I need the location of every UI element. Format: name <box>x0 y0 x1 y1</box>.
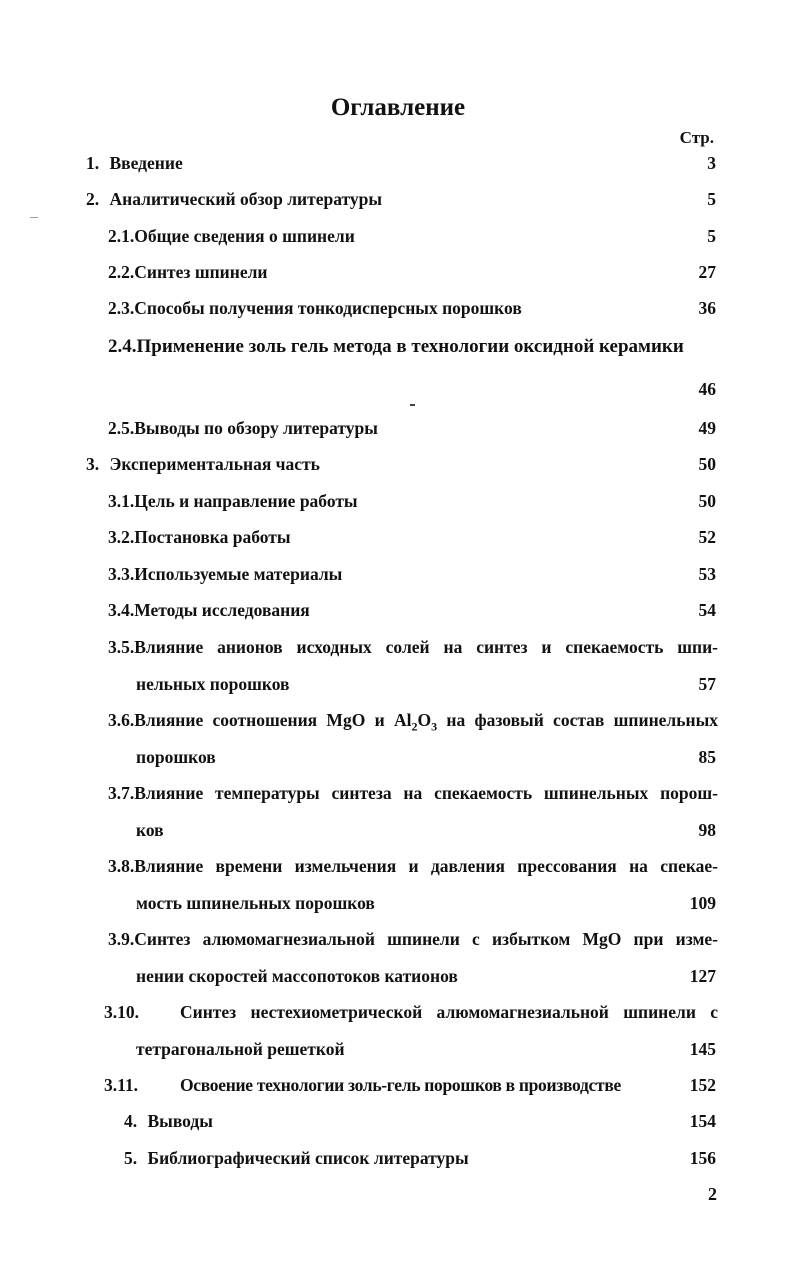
toc-number: 3.8. <box>108 856 135 876</box>
toc-page: 152 <box>689 1075 716 1095</box>
toc-number: 4. <box>124 1111 138 1131</box>
toc-text: Общие сведения о шпинели <box>134 226 355 246</box>
toc-entry <box>86 152 183 174</box>
toc-text: Используемые материалы <box>134 564 343 584</box>
scan-speck <box>30 217 38 218</box>
toc-text: Влияние времени измельчения и давления прессования на спекае- <box>134 856 718 876</box>
toc-entry-continuation: нельных порошков <box>136 674 290 694</box>
toc-entry <box>108 297 522 319</box>
toc-page: 154 <box>689 1111 716 1131</box>
toc-entry-continuation: ков <box>136 820 164 840</box>
toc-entry <box>108 336 684 358</box>
toc-text: Аналитический обзор литературы <box>109 189 383 209</box>
toc-entry-continuation: мость шпинельных порошков <box>136 893 375 913</box>
toc-number: 3.2. <box>108 527 135 547</box>
toc-text: Методы исследования <box>134 600 310 620</box>
toc-text: Экспериментальная часть <box>109 454 320 474</box>
toc-number: 3.3. <box>108 564 135 584</box>
toc-text: Способы получения тонкодисперсных порошков <box>134 298 522 318</box>
toc-entry <box>108 709 718 738</box>
toc-entry <box>108 417 378 439</box>
toc-page: 5 <box>707 189 716 209</box>
toc-text: Влияние температуры синтеза на спекаемость шпинельных порош- <box>134 783 718 803</box>
toc-page: 36 <box>698 298 716 318</box>
toc-page: 156 <box>689 1148 716 1168</box>
toc-number: 3.11. <box>104 1075 139 1095</box>
toc-entry <box>108 636 718 658</box>
toc-number: 2.1. <box>108 226 135 246</box>
toc-entry <box>108 526 291 548</box>
toc-entry <box>86 453 320 475</box>
page-column-label: Стр. <box>679 128 714 147</box>
toc-text: Выводы по обзору литературы <box>134 418 378 438</box>
toc-number: 3.6. <box>108 710 135 730</box>
toc-entry <box>86 188 382 210</box>
toc-entry <box>108 782 718 804</box>
toc-text: Освоение технологии золь-гель порошков в производстве <box>180 1075 621 1095</box>
toc-text: Цель и направление работы <box>134 491 358 511</box>
toc-number: 2.3. <box>108 298 135 318</box>
scan-mark <box>410 404 415 406</box>
toc-entry <box>124 1147 469 1169</box>
toc-entry <box>108 225 355 247</box>
toc-page: 57 <box>698 674 716 694</box>
toc-page: 85 <box>698 747 716 767</box>
toc-page: 52 <box>698 527 716 547</box>
toc-entry <box>108 928 718 950</box>
toc-page: 49 <box>698 418 716 438</box>
toc-number: 5. <box>124 1148 138 1168</box>
toc-text: Библиографический список литературы <box>147 1148 469 1168</box>
toc-number: 2.5. <box>108 418 135 438</box>
toc-entry-continuation: нении скоростей массопотоков катионов <box>136 966 458 986</box>
toc-number: 3. <box>86 454 100 474</box>
toc-page: 109 <box>689 893 716 913</box>
page-title: Оглавление <box>330 94 466 121</box>
toc-text: Синтез нестехиометрической алюмомагнезиальной шпинели с <box>180 1002 718 1022</box>
toc-number: 2. <box>86 189 100 209</box>
toc-page: 50 <box>698 491 716 511</box>
toc-entry <box>108 855 718 877</box>
toc-page: 5 <box>707 226 716 246</box>
toc-page: 98 <box>698 820 716 840</box>
toc-page: 53 <box>698 564 716 584</box>
toc-entry <box>124 1110 213 1132</box>
toc-text: Синтез алюмомагнезиальной шпинели с избытком MgO при изме- <box>134 929 718 949</box>
toc-entry <box>108 599 310 621</box>
toc-number: 3.5. <box>108 637 135 657</box>
toc-text: Синтез шпинели <box>134 262 268 282</box>
toc-text: Влияние анионов исходных солей на синтез и спекаемость шпи- <box>134 637 718 657</box>
toc-number: 3.9. <box>108 929 135 949</box>
toc-number: 1. <box>86 153 100 173</box>
toc-entry-continuation: тетрагональной решеткой <box>136 1039 345 1059</box>
toc-page: 54 <box>698 600 716 620</box>
toc-page: 46 <box>698 379 716 399</box>
toc-number: 3.10. <box>104 1002 139 1022</box>
toc-page: 50 <box>698 454 716 474</box>
toc-page: 145 <box>689 1039 716 1059</box>
toc-page: 127 <box>689 966 716 986</box>
toc-number: 3.7. <box>108 783 135 803</box>
toc-text: Выводы <box>147 1111 213 1131</box>
toc-entry <box>108 563 342 585</box>
toc-text: Введение <box>109 153 183 173</box>
toc-page: 3 <box>707 153 716 173</box>
toc-text: Постановка работы <box>134 527 291 547</box>
toc-entry <box>108 490 358 512</box>
toc-number: 3.4. <box>108 600 135 620</box>
toc-page: 27 <box>698 262 716 282</box>
toc-number: 2.4. <box>108 336 137 357</box>
page-number: 2 <box>708 1184 717 1204</box>
toc-number: 2.2. <box>108 262 135 282</box>
toc-text: Влияние соотношения MgO и $Al_2O_3$ на фазовый состав шпинельных <box>134 710 718 734</box>
toc-text: Применение золь гель метода в технологии оксидной керамики <box>136 336 684 357</box>
toc-number: 3.1. <box>108 491 135 511</box>
toc-entry <box>108 261 268 283</box>
toc-entry-continuation: порошков <box>136 747 216 767</box>
